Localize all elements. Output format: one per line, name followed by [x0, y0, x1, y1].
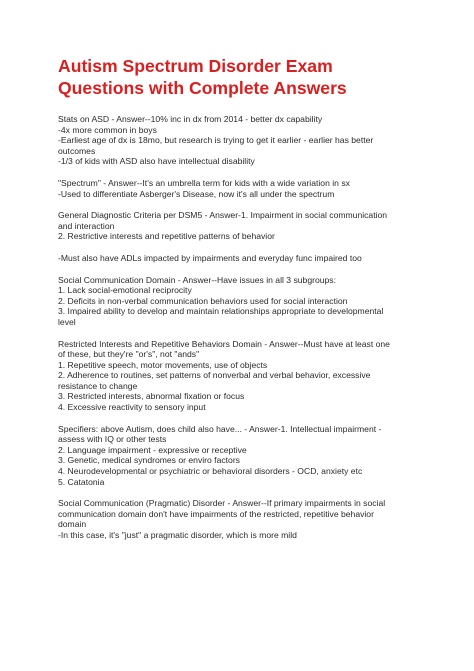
text-line: 2. Language impairment - expressive or receptive	[58, 444, 247, 455]
qa-entry-specifiers	[58, 424, 416, 488]
text-line: 4. Neurodevelopmental or psychiatric or behavioral disorders - OCD, anxiety etc	[58, 466, 363, 477]
text-line: 3. Genetic, medical syndromes or enviro factors	[58, 455, 240, 466]
text-line: General Diagnostic Criteria per DSM5 - Answer-1. Impairment in social communication	[58, 210, 388, 221]
qa-entry-asd-stats	[58, 114, 416, 167]
text-line: Restricted Interests and Repetitive Behaviors Domain - Answer--Must have at least one	[58, 338, 390, 349]
text-line: 1. Lack social-emotional reciprocity	[58, 285, 192, 296]
text-line: -In this case, it's "just" a pragmatic disorder, which is more mild	[58, 530, 297, 540]
qa-entry-pragmatic-disorder	[58, 498, 416, 540]
text-line: 3. Restricted interests, abnormal fixation or focus	[58, 391, 245, 402]
text-line: 5. Catatonia	[58, 476, 105, 487]
qa-entry-adl-note	[58, 253, 416, 264]
qa-entry-social-communication	[58, 275, 416, 328]
text-line: 2. Deficits in non-verbal communication behaviors used for social interaction	[58, 295, 348, 306]
text-line: 1. Repetitive speech, motor movements, use of objects	[58, 359, 268, 370]
text-line: and interaction	[58, 220, 115, 231]
document-title-line: Questions with Complete Answers	[58, 77, 347, 98]
text-line: -1/3 of kids with ASD also have intellectual disability	[58, 156, 255, 167]
text-line: Specifiers: above Autism, does child also have... - Answer-1. Intellectual impairment -	[58, 423, 382, 434]
text-line: 2. Restrictive interests and repetitive patterns of behavior	[58, 231, 275, 242]
qa-entry-spectrum	[58, 178, 416, 199]
text-line: "Spectrum" - Answer--It's an umbrella term for kids with a wide variation in sx	[58, 177, 350, 188]
text-line: resistance to change	[58, 380, 138, 391]
text-line: level	[58, 316, 76, 327]
text-line: Social Communication Domain - Answer--Have issues in all 3 subgroups:	[58, 274, 336, 285]
text-line: communication domain don't have impairments of the restricted, repetitive behavior	[58, 508, 374, 519]
text-line: -Must also have ADLs impacted by impairments and everyday func impaired too	[58, 252, 362, 263]
text-line: assess with IQ or other tests	[58, 434, 167, 445]
qa-entry-restricted-interests	[58, 339, 416, 413]
text-line: Social Communication (Pragmatic) Disorder - Answer--If primary impairments in social	[58, 498, 386, 509]
document-title-line: Autism Spectrum Disorder Exam	[58, 56, 333, 76]
text-line: -4x more common in boys	[58, 124, 157, 135]
text-line: 3. Impaired ability to develop and maintain relationships appropriate to developmental	[58, 306, 384, 317]
text-line: Stats on ASD - Answer--10% inc in dx from 2014 - better dx capability	[58, 114, 323, 124]
text-line: 4. Excessive reactivity to sensory input	[58, 402, 206, 413]
text-line: domain	[58, 519, 87, 530]
document-title	[58, 56, 416, 99]
text-line: -Earliest age of dx is 18mo, but research is trying to get it earlier - earlier has better	[58, 135, 374, 146]
qa-entry-dsm5-criteria	[58, 210, 416, 242]
text-line: outcomes	[58, 145, 96, 156]
text-line: 2. Adherence to routines, set patterns of nonverbal and verbal behavior, excessive	[58, 370, 371, 381]
text-line: -Used to differentiate Asberger's Disease, now it's all under the spectrum	[58, 188, 335, 199]
text-line: of these, but they're "or's", not "ands"	[58, 349, 200, 360]
